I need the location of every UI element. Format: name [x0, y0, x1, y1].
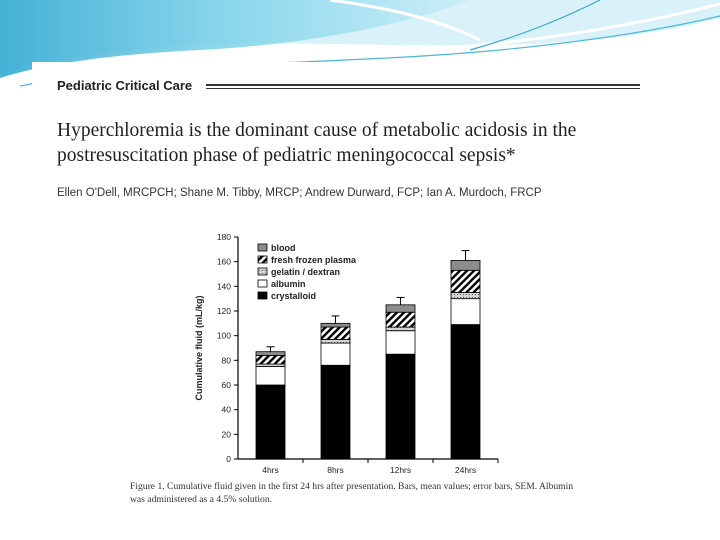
legend-label: fresh frozen plasma	[271, 255, 357, 265]
bar-segment-blood	[451, 260, 480, 270]
legend-label: gelatin / dextran	[271, 267, 341, 277]
y-tick-label: 140	[216, 281, 231, 292]
bar-segment-albumin	[451, 299, 480, 325]
y-tick-label: 120	[216, 306, 231, 316]
bar-segment-albumin	[321, 343, 350, 365]
bar-segment-crystalloid	[451, 325, 480, 459]
figure-panel	[124, 216, 580, 512]
y-axis-title: Cumulative fluid (mL/kg)	[194, 295, 204, 401]
y-tick-label: 80	[221, 355, 231, 366]
bar-segment-blood	[321, 323, 350, 327]
legend-label: crystalloid	[271, 291, 317, 301]
y-tick-label: 60	[221, 380, 231, 390]
legend-label: blood	[271, 243, 296, 253]
y-tick-label: 0	[226, 454, 231, 464]
figure-caption	[130, 480, 578, 506]
legend-swatch	[258, 268, 267, 275]
bar-segment-gelatin-dextran	[386, 327, 415, 331]
bar-segment-blood	[256, 352, 285, 356]
caption-label: Figure 1.	[130, 481, 165, 492]
x-tick-label: 4hrs	[262, 465, 279, 475]
y-tick-label: 40	[221, 404, 231, 415]
bar-segment-crystalloid	[386, 354, 415, 459]
bar-segment-albumin	[386, 331, 415, 354]
legend-label: albumin	[271, 279, 306, 289]
bar-segment-gelatin-dextran	[321, 339, 350, 343]
bar-segment-blood	[386, 305, 415, 312]
y-tick-label: 180	[216, 232, 231, 242]
bar-segment-gelatin-dextran	[451, 293, 480, 299]
legend-swatch	[258, 292, 267, 299]
paper-header	[32, 62, 658, 212]
paper-authors: Ellen O'Dell, MRCPCH; Shane M. Tibby, MRCP; Andrew Durward, FCP; Ian A. Murdoch, FRCP	[57, 187, 542, 199]
x-tick-label: 24hrs	[454, 465, 477, 475]
bar-segment-fresh-frozen-plasma	[256, 355, 285, 364]
journal-rule	[206, 84, 640, 89]
legend-swatch	[258, 244, 267, 251]
legend-swatch	[258, 256, 267, 263]
y-tick-label: 100	[216, 330, 231, 341]
y-tick-label: 160	[216, 256, 231, 267]
bar-segment-fresh-frozen-plasma	[321, 327, 350, 339]
bar-segment-crystalloid	[321, 365, 350, 459]
journal-name: Pediatric Critical Care	[57, 78, 193, 93]
x-tick-label: 12hrs	[389, 465, 412, 475]
y-tick-label: 20	[221, 429, 231, 440]
stacked-bar-chart	[124, 216, 580, 478]
x-tick-label: 8hrs	[327, 465, 344, 475]
caption-text: Cumulative fluid given in the first 24 hrs after presentation. Bars, mean values; error bars, SEM. Albumin was administered as a 4.5% solution.	[130, 481, 574, 505]
bar-segment-fresh-frozen-plasma	[451, 270, 480, 292]
legend-swatch	[258, 280, 267, 287]
paper-title: Hyperchloremia is the dominant cause of metabolic acidosis in the postresuscitation phase of pediatric meningococcal sepsis*	[57, 120, 577, 166]
bar-segment-fresh-frozen-plasma	[386, 312, 415, 327]
bar-segment-crystalloid	[256, 385, 285, 459]
bar-segment-albumin	[256, 367, 285, 386]
